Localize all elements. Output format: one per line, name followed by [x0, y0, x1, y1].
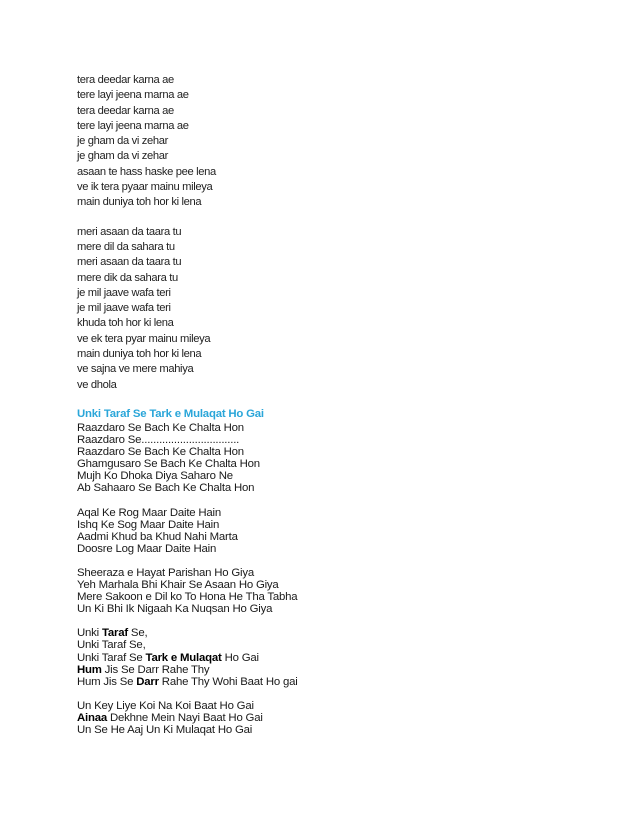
lyric-line: je gham da vi zehar [77, 135, 168, 148]
bold-text-run: Darr [136, 675, 159, 688]
lyric-line: asaan te hass haske pee lena [77, 165, 216, 178]
lyric-line: mere dik da sahara tu [77, 271, 178, 284]
lyric-line [77, 652, 557, 664]
text-run: Hum Jis Se [77, 675, 137, 688]
bold-text-run: Tark e Mulaqat [145, 651, 222, 664]
text-run: Rahe Thy Wohi Baat Ho gai [158, 675, 298, 688]
lyric-line: tera deedar karna ae [77, 74, 174, 86]
lyric-line [77, 712, 557, 724]
lyric-line: Un Key Liye Koi Na Koi Baat Ho Gai [77, 699, 254, 712]
lyric-line: ve ik tera pyaar mainu mileya [77, 181, 213, 194]
poem-two [77, 407, 557, 736]
lyric-line: Un Se He Aaj Un Ki Mulaqat Ho Gai [77, 723, 253, 736]
lyric-line: Unki Taraf Se, [77, 639, 146, 652]
lyric-line: mere dil da sahara tu [77, 240, 175, 253]
lyric-line: Aadmi Khud ba Khud Nahi Marta [77, 530, 238, 543]
lyric-line: Doosre Log Maar Daite Hain [77, 542, 217, 555]
lyric-line: meri asaan da taara tu [77, 256, 182, 269]
text-run: Se, [127, 627, 148, 640]
lyric-line: Raazdaro Se................................. [77, 434, 240, 447]
lyric-line: Aqal Ke Rog Maar Daite Hain [77, 506, 222, 519]
lyric-line: je mil jaave wafa teri [77, 302, 171, 315]
bold-text-run: Hum [77, 663, 102, 676]
lyric-line: ve sajna ve mere mahiya [77, 363, 194, 376]
lyric-line: Ghamgusaro Se Bach Ke Chalta Hon [77, 458, 260, 471]
bold-text-run: Ainaa [77, 711, 108, 724]
lyric-line: main duniya toh hor ki lena [77, 196, 202, 209]
stanza-gap [77, 211, 497, 225]
lyric-line: Un Ki Bhi Ik Nigaah Ka Nuqsan Ho Giya [77, 603, 273, 616]
text-run: Dekhne Mein Nayi Baat Ho Gai [107, 711, 263, 724]
lyric-line: ve ek tera pyar mainu mileya [77, 332, 211, 345]
lyric-line [77, 627, 557, 639]
lyric-line: meri asaan da taara tu [77, 225, 182, 238]
lyric-line: Yeh Marhala Bhi Khair Se Asaan Ho Giya [77, 579, 279, 592]
lyric-line: je mil jaave wafa teri [77, 286, 171, 299]
lyric-line [77, 676, 557, 688]
stanza-gap [77, 615, 557, 627]
poem-title: Unki Taraf Se Tark e Mulaqat Ho Gai [77, 408, 264, 420]
stanza-gap [77, 555, 557, 567]
lyric-line: Raazdaro Se Bach Ke Chalta Hon [77, 446, 244, 459]
lyric-line: Ishq Ke Sog Maar Daite Hain [77, 518, 220, 531]
lyric-line: Mere Sakoon e Dil ko To Hona He Tha Tabha [77, 591, 298, 604]
text-run: Ho Gai [221, 651, 259, 664]
lyric-line: Sheeraza e Hayat Parishan Ho Giya [77, 566, 255, 579]
lyric-line: tere layi jeena marna ae [77, 119, 189, 132]
lyric-line: je gham da vi zehar [77, 150, 168, 163]
lyric-line: Raazdaro Se Bach Ke Chalta Hon [77, 422, 244, 434]
lyric-line: tere layi jeena marna ae [77, 89, 189, 102]
lyric-line: Ab Sahaaro Se Bach Ke Chalta Hon [77, 482, 255, 495]
stanza-gap [77, 495, 557, 507]
stanza-gap [77, 688, 557, 700]
lyric-line [77, 664, 557, 676]
lyric-line: tera deedar karna ae [77, 104, 174, 117]
lyric-line: ve dhola [77, 378, 117, 391]
text-run: Unki [77, 627, 102, 640]
text-run: Jis Se Darr Rahe Thy [101, 663, 210, 676]
bold-text-run: Taraf [101, 627, 128, 640]
lyric-line: khuda toh hor ki lena [77, 317, 174, 330]
lyric-line: main duniya toh hor ki lena [77, 348, 202, 361]
lyric-line: Mujh Ko Dhoka Diya Saharo Ne [77, 470, 233, 483]
poem-one [77, 73, 497, 393]
text-run: Unki Taraf Se [77, 651, 146, 664]
